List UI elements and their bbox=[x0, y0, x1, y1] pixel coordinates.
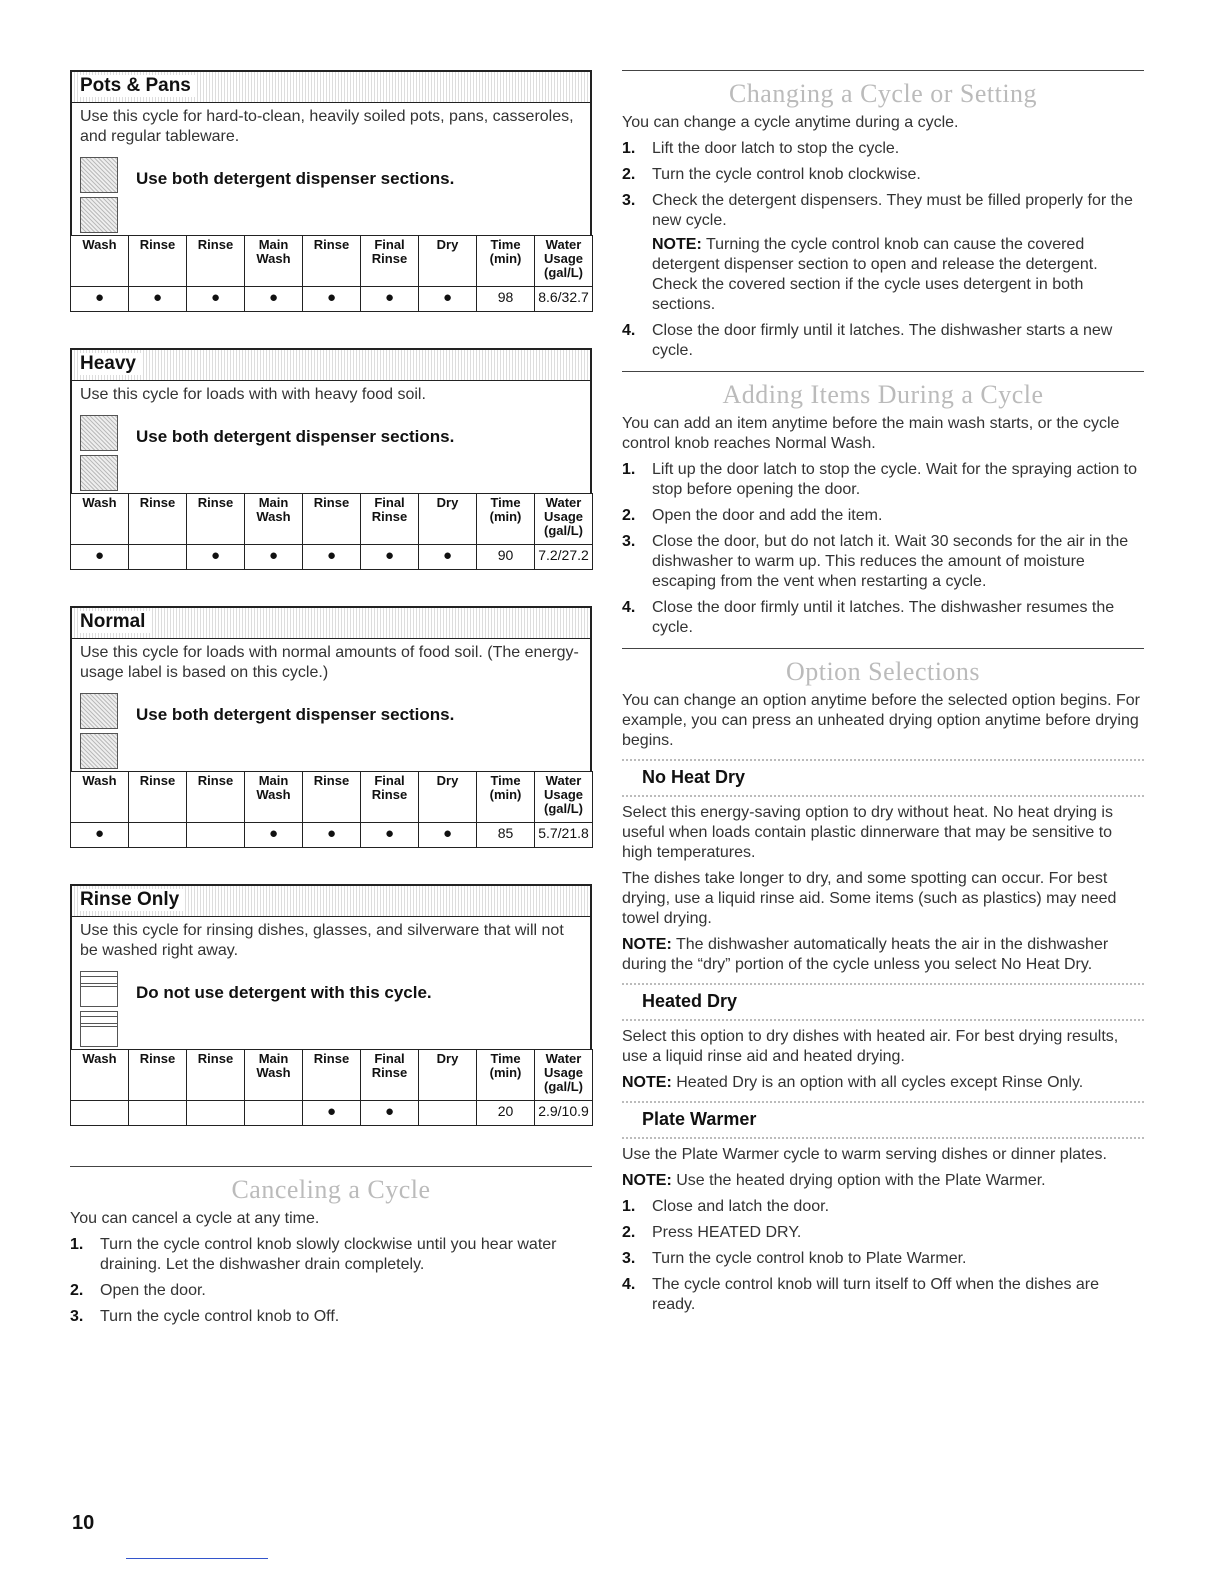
step-text: Turn the cycle control knob to Off. bbox=[100, 1308, 340, 1325]
table-header-row bbox=[71, 494, 593, 545]
option-title: Plate Warmer bbox=[642, 1109, 757, 1129]
table-cell bbox=[187, 287, 245, 312]
table-cell: 5.7/21.8 bbox=[535, 823, 593, 848]
col-header: Rinse bbox=[303, 772, 361, 823]
list-item bbox=[622, 1275, 1144, 1315]
col-header: Rinse bbox=[129, 1050, 187, 1101]
note bbox=[652, 235, 1144, 315]
list-item bbox=[622, 1197, 1144, 1217]
step-text: Close the door firmly until it latches. The dishwasher resumes the cycle. bbox=[652, 599, 1115, 636]
cycle-title: Normal bbox=[80, 611, 151, 633]
dispenser-icons bbox=[80, 693, 118, 773]
table-cell bbox=[129, 545, 187, 570]
changing-intro: You can change a cycle anytime during a cycle. bbox=[622, 114, 959, 131]
table-cell bbox=[187, 1101, 245, 1126]
list-item bbox=[622, 1223, 1144, 1243]
list-item bbox=[622, 191, 1144, 315]
note-label: NOTE: bbox=[622, 1172, 672, 1189]
step-text: Close and latch the door. bbox=[652, 1198, 830, 1215]
step-dot: ● bbox=[326, 1103, 337, 1120]
list-item bbox=[622, 506, 1144, 526]
table-cell bbox=[71, 545, 129, 570]
step-text: Check the detergent dispensers. They must be filled properly for the new cycle. bbox=[652, 192, 1133, 229]
col-header: Time (min) bbox=[477, 1050, 535, 1101]
step-dot: ● bbox=[326, 289, 337, 306]
note bbox=[622, 1073, 1144, 1093]
options-intro: You can change an option anytime before the selected option begins. For example, you can press an unheated drying option anytime before drying begins. bbox=[622, 692, 1140, 749]
cycle-title: Heavy bbox=[80, 353, 142, 375]
dispenser-icons bbox=[80, 971, 118, 1051]
col-header: Dry bbox=[419, 1050, 477, 1101]
col-header: Dry bbox=[419, 236, 477, 287]
table-cell bbox=[419, 545, 477, 570]
col-header: Dry bbox=[419, 494, 477, 545]
table-cell bbox=[245, 823, 303, 848]
step-text: Open the door. bbox=[100, 1282, 206, 1299]
cycle-title-bar bbox=[72, 72, 590, 103]
step-dot: ● bbox=[384, 547, 395, 564]
table-cell bbox=[361, 545, 419, 570]
dispenser-icon bbox=[80, 455, 118, 491]
cycle-description: Use this cycle for loads with normal amounts of food soil. (The energy-usage label is based on this cycle.) bbox=[80, 644, 579, 681]
table-cell: 98 bbox=[477, 287, 535, 312]
step-dot: ● bbox=[94, 825, 105, 842]
table-header-row bbox=[71, 1050, 593, 1101]
cycle-description: Use this cycle for rinsing dishes, glasses, and silverware that will not be washed right away. bbox=[80, 922, 564, 959]
canceling-steps bbox=[70, 1235, 592, 1327]
section-title-options: Option Selections bbox=[785, 657, 981, 686]
step-number: 2. bbox=[70, 1282, 84, 1299]
table-cell bbox=[187, 823, 245, 848]
footer-link-underline[interactable] bbox=[126, 1558, 268, 1559]
note-text: Use the heated drying option with the Plate Warmer. bbox=[676, 1172, 1046, 1189]
canceling-section bbox=[70, 1166, 592, 1337]
cycle-title-bar bbox=[72, 886, 590, 917]
option-paragraph: Select this energy-saving option to dry without heat. No heat drying is useful when loads contain plastic dinnerware that may be sensitive to high temperatures. bbox=[622, 804, 1113, 861]
dispenser-icons bbox=[80, 157, 118, 237]
note bbox=[622, 935, 1144, 975]
option-title: No Heat Dry bbox=[642, 767, 746, 787]
col-header: Wash bbox=[71, 494, 129, 545]
dispenser-icon bbox=[80, 157, 118, 193]
step-dot: ● bbox=[210, 289, 221, 306]
detergent-row bbox=[72, 157, 590, 235]
list-item bbox=[622, 139, 1144, 159]
list-item bbox=[622, 598, 1144, 638]
dispenser-icon bbox=[80, 415, 118, 451]
detergent-instruction: Do not use detergent with this cycle. bbox=[136, 983, 432, 1002]
step-dot: ● bbox=[94, 547, 105, 564]
col-header: Rinse bbox=[187, 1050, 245, 1101]
option-header-heated-dry bbox=[622, 983, 1144, 1021]
detergent-instruction: Use both detergent dispenser sections. bbox=[136, 427, 455, 446]
table-cell: 8.6/32.7 bbox=[535, 287, 593, 312]
list-item bbox=[622, 1249, 1144, 1269]
dispenser-icon bbox=[80, 197, 118, 233]
option-header-no-heat-dry bbox=[622, 759, 1144, 797]
table-cell bbox=[303, 1101, 361, 1126]
cycle-title-bar bbox=[72, 350, 590, 381]
col-header: Rinse bbox=[187, 494, 245, 545]
col-header: Time (min) bbox=[477, 494, 535, 545]
cycle-description: Use this cycle for loads with with heavy food soil. bbox=[80, 386, 426, 403]
col-header: Rinse bbox=[187, 236, 245, 287]
step-dot: ● bbox=[442, 289, 453, 306]
table-cell bbox=[245, 1101, 303, 1126]
table-header-row bbox=[71, 772, 593, 823]
step-text: Lift up the door latch to stop the cycle. Wait for the spraying action to stop before opening the door. bbox=[652, 461, 1137, 498]
col-header: Final Rinse bbox=[361, 236, 419, 287]
col-header: Water Usage (gal/L) bbox=[535, 236, 593, 287]
col-header: Rinse bbox=[303, 494, 361, 545]
step-text: Lift the door latch to stop the cycle. bbox=[652, 140, 900, 157]
cycle-title: Rinse Only bbox=[80, 889, 185, 911]
cycle-table bbox=[70, 493, 593, 570]
table-cell: 2.9/10.9 bbox=[535, 1101, 593, 1126]
step-dot: ● bbox=[326, 547, 337, 564]
col-header: Main Wash bbox=[245, 236, 303, 287]
dispenser-icon bbox=[80, 971, 118, 1007]
step-text: Turn the cycle control knob to Plate Warmer. bbox=[652, 1250, 967, 1267]
cycle-description: Use this cycle for hard-to-clean, heavily soiled pots, pans, casseroles, and regular tableware. bbox=[80, 108, 574, 145]
step-dot: ● bbox=[268, 289, 279, 306]
col-header: Water Usage (gal/L) bbox=[535, 1050, 593, 1101]
cycle-title: Pots & Pans bbox=[80, 75, 197, 97]
right-column bbox=[622, 70, 1144, 1325]
table-cell bbox=[303, 287, 361, 312]
step-number: 4. bbox=[622, 599, 636, 616]
table-cell: 90 bbox=[477, 545, 535, 570]
step-number: 4. bbox=[622, 322, 636, 339]
table-cell bbox=[129, 1101, 187, 1126]
table-cell bbox=[187, 545, 245, 570]
section-divider bbox=[622, 648, 1144, 649]
col-header: Rinse bbox=[129, 772, 187, 823]
section-divider bbox=[622, 70, 1144, 71]
table-cell bbox=[419, 287, 477, 312]
step-dot: ● bbox=[384, 1103, 395, 1120]
step-dot: ● bbox=[268, 825, 279, 842]
adding-intro: You can add an item anytime before the main wash starts, or the cycle control knob reaches Normal Wash. bbox=[622, 415, 1120, 452]
step-text: Close the door, but do not latch it. Wait 30 seconds for the air in the dishwasher to warm up. This reduces the amount of moisture escaping from the vent when restarting a cycle. bbox=[652, 533, 1129, 590]
dispenser-icons bbox=[80, 415, 118, 495]
canceling-intro: You can cancel a cycle at any time. bbox=[70, 1210, 320, 1227]
table-cell bbox=[303, 823, 361, 848]
note-text: Turning the cycle control knob can cause the covered detergent dispenser section to open and release the detergent. Check the covered section if the cycle uses detergent in both sections. bbox=[652, 236, 1098, 313]
dispenser-icon bbox=[80, 693, 118, 729]
table-cell bbox=[361, 1101, 419, 1126]
step-number: 1. bbox=[622, 1198, 636, 1215]
table-cell bbox=[419, 823, 477, 848]
step-number: 2. bbox=[622, 166, 636, 183]
table-row bbox=[71, 287, 593, 312]
table-row bbox=[71, 1101, 593, 1126]
table-header-row bbox=[71, 236, 593, 287]
col-header: Water Usage (gal/L) bbox=[535, 772, 593, 823]
cycle-panel bbox=[70, 606, 592, 771]
col-header: Final Rinse bbox=[361, 1050, 419, 1101]
note-text: Heated Dry is an option with all cycles except Rinse Only. bbox=[676, 1074, 1084, 1091]
col-header: Main Wash bbox=[245, 772, 303, 823]
step-text: Close the door firmly until it latches. The dishwasher starts a new cycle. bbox=[652, 322, 1113, 359]
table-row bbox=[71, 823, 593, 848]
col-header: Main Wash bbox=[245, 494, 303, 545]
col-header: Rinse bbox=[129, 494, 187, 545]
step-dot: ● bbox=[268, 547, 279, 564]
cycle-table bbox=[70, 1049, 593, 1126]
col-header: Final Rinse bbox=[361, 494, 419, 545]
col-header: Rinse bbox=[187, 772, 245, 823]
step-number: 2. bbox=[622, 1224, 636, 1241]
step-text: Turn the cycle control knob clockwise. bbox=[652, 166, 921, 183]
step-number: 3. bbox=[622, 1250, 636, 1267]
note-text: The dishwasher automatically heats the air in the dishwasher during the “dry” portion of the cycle unless you select No Heat Dry. bbox=[622, 936, 1109, 973]
note-label: NOTE: bbox=[622, 936, 672, 953]
step-text: Press HEATED DRY. bbox=[652, 1224, 802, 1241]
step-dot: ● bbox=[326, 825, 337, 842]
col-header: Rinse bbox=[303, 1050, 361, 1101]
option-paragraph: Select this option to dry dishes with heated air. For best drying results, use a liquid rinse aid and heated drying. bbox=[622, 1028, 1119, 1065]
table-cell bbox=[419, 1101, 477, 1126]
table-cell bbox=[71, 287, 129, 312]
cycle-box bbox=[70, 70, 592, 312]
col-header: Main Wash bbox=[245, 1050, 303, 1101]
detergent-instruction: Use both detergent dispenser sections. bbox=[136, 169, 455, 188]
col-header: Final Rinse bbox=[361, 772, 419, 823]
table-cell bbox=[245, 287, 303, 312]
step-number: 3. bbox=[70, 1308, 84, 1325]
step-number: 1. bbox=[70, 1236, 84, 1253]
cycle-table bbox=[70, 771, 593, 848]
table-cell bbox=[71, 1101, 129, 1126]
step-number: 4. bbox=[622, 1276, 636, 1293]
detergent-row bbox=[72, 693, 590, 771]
section-divider bbox=[622, 371, 1144, 372]
cycle-panel bbox=[70, 348, 592, 493]
section-divider bbox=[70, 1166, 592, 1167]
step-text: The cycle control knob will turn itself to Off when the dishes are ready. bbox=[652, 1276, 1100, 1313]
step-text: Turn the cycle control knob slowly clockwise until you hear water draining. Let the dishwasher drain completely. bbox=[100, 1236, 557, 1273]
table-cell bbox=[303, 545, 361, 570]
cycle-title-bar bbox=[72, 608, 590, 639]
step-dot: ● bbox=[442, 547, 453, 564]
table-row bbox=[71, 545, 593, 570]
left-column bbox=[70, 70, 592, 1162]
section-title-adding: Adding Items During a Cycle bbox=[722, 380, 1044, 409]
step-number: 1. bbox=[622, 461, 636, 478]
cycle-panel bbox=[70, 70, 592, 235]
list-item bbox=[622, 165, 1144, 185]
section-title-canceling: Canceling a Cycle bbox=[231, 1175, 431, 1204]
col-header: Water Usage (gal/L) bbox=[535, 494, 593, 545]
list-item bbox=[622, 460, 1144, 500]
table-cell bbox=[245, 545, 303, 570]
section-title-changing: Changing a Cycle or Setting bbox=[728, 79, 1038, 108]
table-cell: 20 bbox=[477, 1101, 535, 1126]
note bbox=[622, 1171, 1144, 1191]
option-title: Heated Dry bbox=[642, 991, 738, 1011]
step-dot: ● bbox=[94, 289, 105, 306]
changing-steps bbox=[622, 139, 1144, 361]
dispenser-icon bbox=[80, 1011, 118, 1047]
col-header: Dry bbox=[419, 772, 477, 823]
step-number: 2. bbox=[622, 507, 636, 524]
step-number: 3. bbox=[622, 533, 636, 550]
detergent-instruction: Use both detergent dispenser sections. bbox=[136, 705, 455, 724]
table-cell bbox=[129, 823, 187, 848]
col-header: Time (min) bbox=[477, 772, 535, 823]
list-item bbox=[70, 1307, 592, 1327]
table-cell: 7.2/27.2 bbox=[535, 545, 593, 570]
step-dot: ● bbox=[152, 289, 163, 306]
table-cell bbox=[361, 823, 419, 848]
note-label: NOTE: bbox=[652, 236, 702, 253]
table-cell: 85 bbox=[477, 823, 535, 848]
col-header: Rinse bbox=[129, 236, 187, 287]
cycle-box bbox=[70, 606, 592, 848]
col-header: Rinse bbox=[303, 236, 361, 287]
detergent-row bbox=[72, 415, 590, 493]
adding-steps bbox=[622, 460, 1144, 638]
note-label: NOTE: bbox=[622, 1074, 672, 1091]
step-dot: ● bbox=[442, 825, 453, 842]
list-item bbox=[70, 1281, 592, 1301]
step-dot: ● bbox=[384, 825, 395, 842]
cycle-box bbox=[70, 884, 592, 1126]
cycle-table bbox=[70, 235, 593, 312]
step-number: 1. bbox=[622, 140, 636, 157]
col-header: Wash bbox=[71, 772, 129, 823]
option-header-plate-warmer bbox=[622, 1101, 1144, 1139]
list-item bbox=[622, 532, 1144, 592]
step-number: 3. bbox=[622, 192, 636, 209]
cycle-box bbox=[70, 348, 592, 570]
step-text: Open the door and add the item. bbox=[652, 507, 883, 524]
step-dot: ● bbox=[210, 547, 221, 564]
cycle-panel bbox=[70, 884, 592, 1049]
col-header: Wash bbox=[71, 1050, 129, 1101]
list-item bbox=[70, 1235, 592, 1275]
col-header: Wash bbox=[71, 236, 129, 287]
table-cell bbox=[129, 287, 187, 312]
dispenser-icon bbox=[80, 733, 118, 769]
option-paragraph: The dishes take longer to dry, and some spotting can occur. For best drying, use a liquid rinse aid. Some items (such as plastics) may need towel drying. bbox=[622, 870, 1117, 927]
col-header: Time (min) bbox=[477, 236, 535, 287]
table-cell bbox=[361, 287, 419, 312]
option-paragraph: Use the Plate Warmer cycle to warm serving dishes or dinner plates. bbox=[622, 1146, 1107, 1163]
list-item bbox=[622, 321, 1144, 361]
plate-warmer-steps bbox=[622, 1197, 1144, 1315]
table-cell bbox=[71, 823, 129, 848]
step-dot: ● bbox=[384, 289, 395, 306]
detergent-row bbox=[72, 971, 590, 1049]
page-number: 10 bbox=[72, 1512, 95, 1534]
